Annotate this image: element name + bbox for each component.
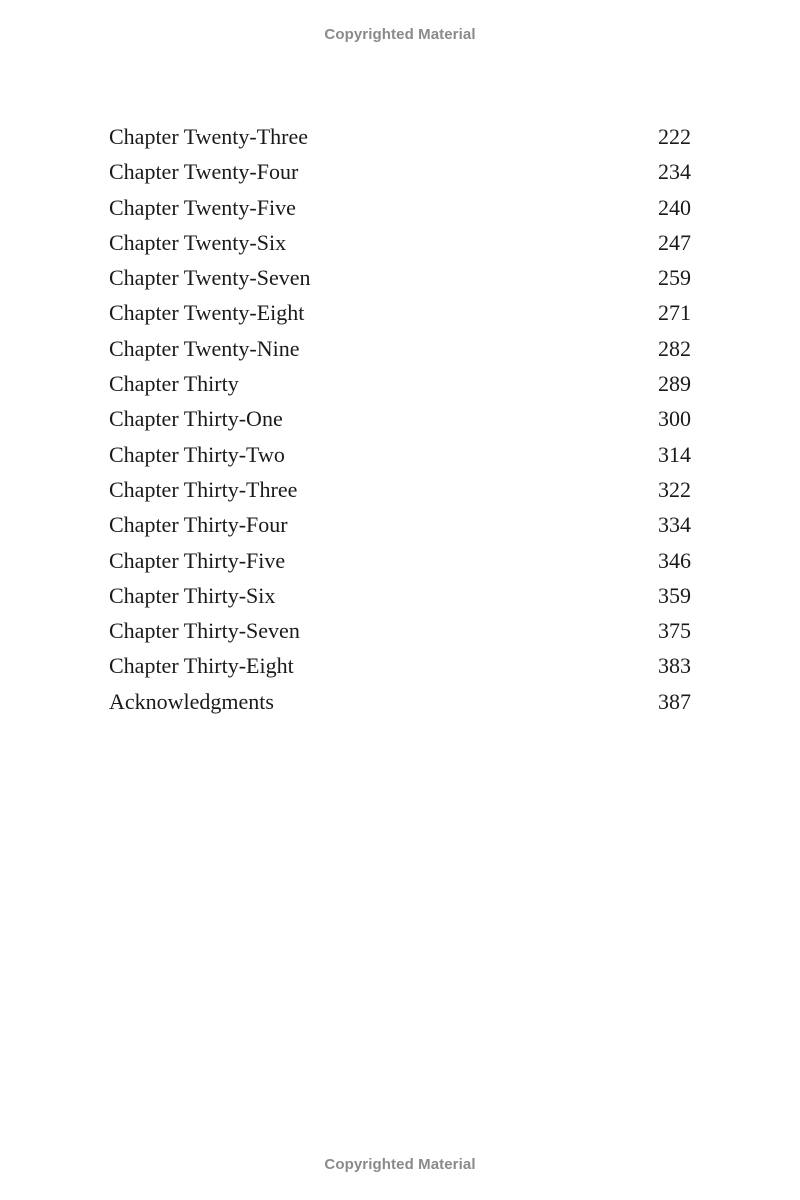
copyright-watermark-bottom: Copyrighted Material xyxy=(324,1156,476,1173)
toc-entry-page: 314 xyxy=(658,441,691,467)
toc-entry-title: Chapter Thirty-Five xyxy=(109,547,286,573)
toc-entry[interactable] xyxy=(109,119,691,154)
toc-entry[interactable] xyxy=(109,437,691,472)
toc-entry-title: Chapter Thirty-Three xyxy=(109,476,298,502)
toc-entry[interactable] xyxy=(109,613,691,648)
toc-entry-title: Chapter Thirty-Seven xyxy=(109,618,300,644)
toc-entry-title: Chapter Twenty-Five xyxy=(109,194,296,220)
toc-entry-title: Chapter Twenty-Eight xyxy=(109,300,305,326)
toc-entry-title: Chapter Thirty-Four xyxy=(109,512,288,538)
toc-entry[interactable] xyxy=(109,648,691,683)
toc-entry[interactable] xyxy=(109,331,691,366)
toc-entry-page: 387 xyxy=(658,688,691,714)
toc-entry-title: Chapter Thirty-One xyxy=(109,406,283,432)
toc-entry-title: Chapter Thirty xyxy=(109,371,239,397)
toc-entry-page: 322 xyxy=(658,476,691,502)
toc-entry-page: 247 xyxy=(658,229,691,255)
toc-entry-title: Chapter Twenty-Nine xyxy=(109,335,300,361)
toc-entry-page: 240 xyxy=(658,194,691,220)
toc-entry[interactable] xyxy=(109,401,691,436)
toc-entry-page: 289 xyxy=(658,371,691,397)
toc-entry[interactable] xyxy=(109,507,691,542)
toc-entry[interactable] xyxy=(109,684,691,719)
toc-entry-page: 234 xyxy=(658,159,691,185)
toc-entry-title: Chapter Thirty-Two xyxy=(109,441,285,467)
toc-entry-title: Acknowledgments xyxy=(109,688,274,714)
toc-entry-page: 222 xyxy=(658,124,691,149)
toc-entry-page: 300 xyxy=(658,406,691,432)
toc-entry-title: Chapter Twenty-Six xyxy=(109,229,287,255)
toc-entry-page: 259 xyxy=(658,265,691,291)
toc-entry-title: Chapter Twenty-Three xyxy=(109,124,309,149)
toc-entry-title: Chapter Twenty-Four xyxy=(109,159,299,185)
toc-entry-title: Chapter Twenty-Seven xyxy=(109,265,311,291)
toc-entry-page: 346 xyxy=(658,547,691,573)
toc-entry-page: 383 xyxy=(658,653,691,679)
toc-entry[interactable] xyxy=(109,154,691,189)
toc-entry-page: 282 xyxy=(658,335,691,361)
toc-entry-page: 334 xyxy=(658,512,691,538)
toc-entry[interactable] xyxy=(109,578,691,613)
toc-entry[interactable] xyxy=(109,225,691,260)
toc-entry-title: Chapter Thirty-Six xyxy=(109,582,276,608)
toc-entry-page: 375 xyxy=(658,618,691,644)
toc-entry[interactable] xyxy=(109,366,691,401)
toc-entry-page: 359 xyxy=(658,582,691,608)
toc-entry[interactable] xyxy=(109,472,691,507)
toc-entry[interactable] xyxy=(109,260,691,295)
toc-entry[interactable] xyxy=(109,190,691,225)
toc-entry[interactable] xyxy=(109,295,691,330)
toc-entry-title: Chapter Thirty-Eight xyxy=(109,653,294,679)
table-of-contents xyxy=(109,119,691,719)
toc-entry[interactable] xyxy=(109,543,691,578)
toc-entry-page: 271 xyxy=(658,300,691,326)
copyright-watermark-top: Copyrighted Material xyxy=(324,26,476,43)
